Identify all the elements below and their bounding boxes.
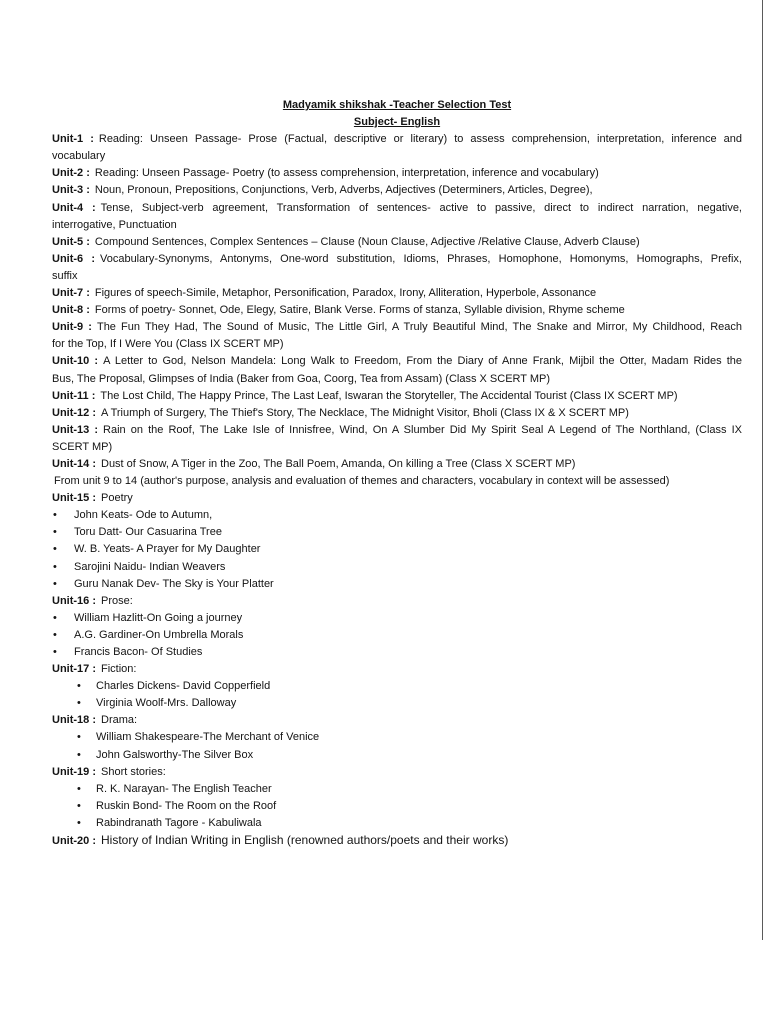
unit-11 — [52, 388, 742, 405]
unit-13 — [52, 422, 742, 439]
list-item — [52, 576, 742, 593]
unit-12 — [52, 405, 742, 422]
unit-label: Unit-15 : — [52, 492, 96, 505]
subject-heading: Subject- English — [353, 116, 441, 129]
list-item — [52, 627, 742, 644]
subject-heading-row — [52, 114, 742, 131]
unit-label: Unit-10 : — [52, 355, 99, 368]
list-item — [52, 610, 742, 627]
unit-text: Figures of speech-Simile, Metaphor, Personification, Paradox, Irony, Alliteration, Hyperbole, Assonance — [94, 287, 597, 300]
list-item-text: John Keats- Ode to Autumn, — [74, 509, 213, 522]
unit-17 — [52, 661, 742, 678]
unit-label: Unit-14 : — [52, 457, 96, 470]
list-item-text: Francis Bacon- Of Studies — [74, 646, 203, 658]
unit-7 — [52, 285, 742, 302]
bullet-icon — [77, 747, 81, 764]
unit-3 — [52, 182, 742, 199]
unit-8 — [52, 302, 742, 319]
unit-label: Unit-4 : — [52, 201, 96, 214]
list-item — [52, 695, 742, 712]
list-item-text: W. B. Yeats- A Prayer for My Daughter — [74, 543, 261, 556]
assessment-note: From unit 9 to 14 (author's purpose, analysis and evaluation of themes and characters, vocabulary in context will be assessed) — [54, 475, 670, 488]
unit-text: A Letter to God, Nelson Mandela: Long Walk to Freedom, From the Diary of Anne Frank, Mijbil the Otter, Madam Rides the — [103, 355, 742, 368]
unit-20 — [52, 832, 742, 849]
list-item — [52, 541, 742, 558]
bullet-icon — [53, 541, 57, 558]
unit-heading: Prose: — [101, 594, 133, 607]
document-title: Madyamik shikshak -Teacher Selection Test — [282, 99, 512, 111]
list-item — [52, 747, 742, 764]
unit-label: Unit-12 : — [52, 406, 96, 419]
unit-label: Unit-9 : — [52, 321, 92, 334]
list-item-text: Rabindranath Tagore - Kabuliwala — [96, 816, 262, 829]
list-item-text: Ruskin Bond- The Room on the Roof — [96, 799, 277, 812]
unit-heading: Short stories: — [101, 765, 166, 778]
list-item — [52, 798, 742, 815]
bullet-icon — [77, 695, 81, 712]
unit-text: Compound Sentences, Complex Sentences – Clause (Noun Clause, Adjective /Relative Clause, Adverb Clause) — [94, 235, 640, 248]
unit-15 — [52, 490, 742, 507]
bullet-icon — [77, 781, 81, 798]
unit-text: Vocabulary-Synonyms, Antonyms, One-word substitution, Idioms, Phrases, Homophone, Homonyms, Homographs, Prefix, — [99, 252, 742, 265]
bullet-icon — [77, 815, 81, 832]
document-title-row — [52, 97, 742, 114]
bullet-icon — [53, 576, 57, 593]
list-item — [52, 815, 742, 832]
list-item — [52, 678, 742, 695]
syllabus-content — [52, 97, 742, 849]
unit-label: Unit-7 : — [52, 287, 90, 300]
list-item-text: A.G. Gardiner-On Umbrella Morals — [74, 628, 244, 641]
unit-text: Tense, Subject-verb agreement, Transformation of sentences- active to passive, direct to indirect narration, negative, — [100, 201, 742, 214]
unit-9 — [52, 319, 742, 336]
unit-text: Noun, Pronoun, Prepositions, Conjunctions, Verb, Adverbs, Adjectives (Determiners, Articles, Degree), — [94, 184, 593, 197]
bullet-icon — [53, 610, 57, 627]
bullet-icon — [53, 644, 57, 661]
unit-19 — [52, 764, 742, 781]
unit-label: Unit-18 : — [52, 714, 96, 727]
unit-label: Unit-6 : — [52, 252, 95, 265]
unit-6 — [52, 251, 742, 268]
list-item — [52, 559, 742, 576]
bullet-icon — [53, 627, 57, 644]
unit-label: Unit-3 : — [52, 184, 90, 197]
unit-label: Unit-2 : — [52, 167, 90, 180]
unit-text: Dust of Snow, A Tiger in the Zoo, The Ball Poem, Amanda, On killing a Tree (Class X SCERT MP) — [101, 457, 576, 470]
unit-label: Unit-16 : — [52, 594, 96, 607]
bullet-icon — [77, 729, 81, 746]
list-item-text: William Hazlitt-On Going a journey — [74, 611, 243, 624]
unit-4 — [52, 200, 742, 217]
unit-4-continuation: interrogative, Punctuation — [52, 218, 177, 231]
unit-text: Rain on the Roof, The Lake Isle of Innisfree, Wind, On A Slumber Did My Spirit Seal A Legend of The Northland, (Class IX — [103, 423, 743, 436]
unit-label: Unit-11 : — [52, 389, 96, 402]
unit-label: Unit-5 : — [52, 235, 90, 248]
unit-heading: Drama: — [101, 714, 138, 727]
bullet-icon — [77, 678, 81, 695]
unit-6-continuation: suffix — [52, 269, 78, 282]
unit-label: Unit-8 : — [52, 304, 90, 317]
unit-heading: Poetry — [101, 492, 133, 505]
list-item-text: Toru Datt- Our Casuarina Tree — [74, 526, 222, 539]
unit-10 — [52, 353, 742, 370]
unit-text: Reading: Unseen Passage- Poetry (to assess comprehension, interpretation, inference and vocabulary) — [94, 167, 599, 180]
list-item-text: Virginia Woolf-Mrs. Dalloway — [96, 697, 237, 710]
bullet-icon — [53, 524, 57, 541]
unit-text: A Triumph of Surgery, The Thief's Story, The Necklace, The Midnight Visitor, Bholi (Class IX & X SCERT MP) — [101, 406, 629, 419]
unit-1-continuation: vocabulary — [52, 150, 106, 163]
unit-9-continuation: for the Top, If I Were You (Class IX SCERT MP) — [52, 338, 284, 351]
unit-label: Unit-19 : — [52, 765, 96, 778]
unit-10-continuation: Bus, The Proposal, Glimpses of India (Baker from Goa, Coorg, Tea from Assam) (Class X SCERT MP) — [52, 372, 551, 385]
list-item — [52, 524, 742, 541]
unit-heading: Fiction: — [101, 663, 137, 676]
list-item-text: Charles Dickens- David Copperfield — [96, 680, 271, 693]
unit-heading: History of Indian Writing in English (renowned authors/poets and their works) — [101, 833, 509, 848]
unit-18 — [52, 712, 742, 729]
unit-label: Unit-13 : — [52, 423, 99, 436]
unit-14 — [52, 456, 742, 473]
list-item-text: R. K. Narayan- The English Teacher — [96, 782, 272, 795]
list-item-text: Sarojini Naidu- Indian Weavers — [74, 560, 226, 573]
unit-5 — [52, 234, 742, 251]
list-item-text: William Shakespeare-The Merchant of Venice — [96, 731, 320, 744]
unit-text: The Fun They Had, The Sound of Music, The Little Girl, A Truly Beautiful Mind, The Snake and Mirror, My Childhood, Reach — [96, 321, 742, 334]
unit-text: The Lost Child, The Happy Prince, The Last Leaf, Iswaran the Storyteller, The Accidental Tourist (Class IX SCERT MP) — [100, 389, 678, 402]
list-item-text: Guru Nanak Dev- The Sky is Your Platter — [74, 577, 274, 590]
unit-label: Unit-20 : — [52, 835, 96, 848]
bullet-icon — [53, 507, 57, 524]
list-item — [52, 507, 742, 524]
unit-2 — [52, 165, 742, 182]
unit-label: Unit-17 : — [52, 663, 96, 676]
list-item — [52, 644, 742, 661]
list-item — [52, 729, 742, 746]
unit-text: Forms of poetry- Sonnet, Ode, Elegy, Satire, Blank Verse. Forms of stanza, Syllable division, Rhyme scheme — [94, 304, 625, 317]
list-item — [52, 781, 742, 798]
unit-13-continuation: SCERT MP) — [52, 440, 113, 453]
unit-16 — [52, 593, 742, 610]
unit-label: Unit-1 : — [52, 133, 94, 146]
unit-text: Reading: Unseen Passage- Prose (Factual, descriptive or literary) to assess comprehension, interpretation, inference and — [98, 133, 742, 146]
bullet-icon — [77, 798, 81, 815]
list-item-text: John Galsworthy-The Silver Box — [96, 748, 254, 761]
unit-1 — [52, 131, 742, 148]
scan-edge-line — [762, 0, 763, 940]
bullet-icon — [53, 559, 57, 576]
